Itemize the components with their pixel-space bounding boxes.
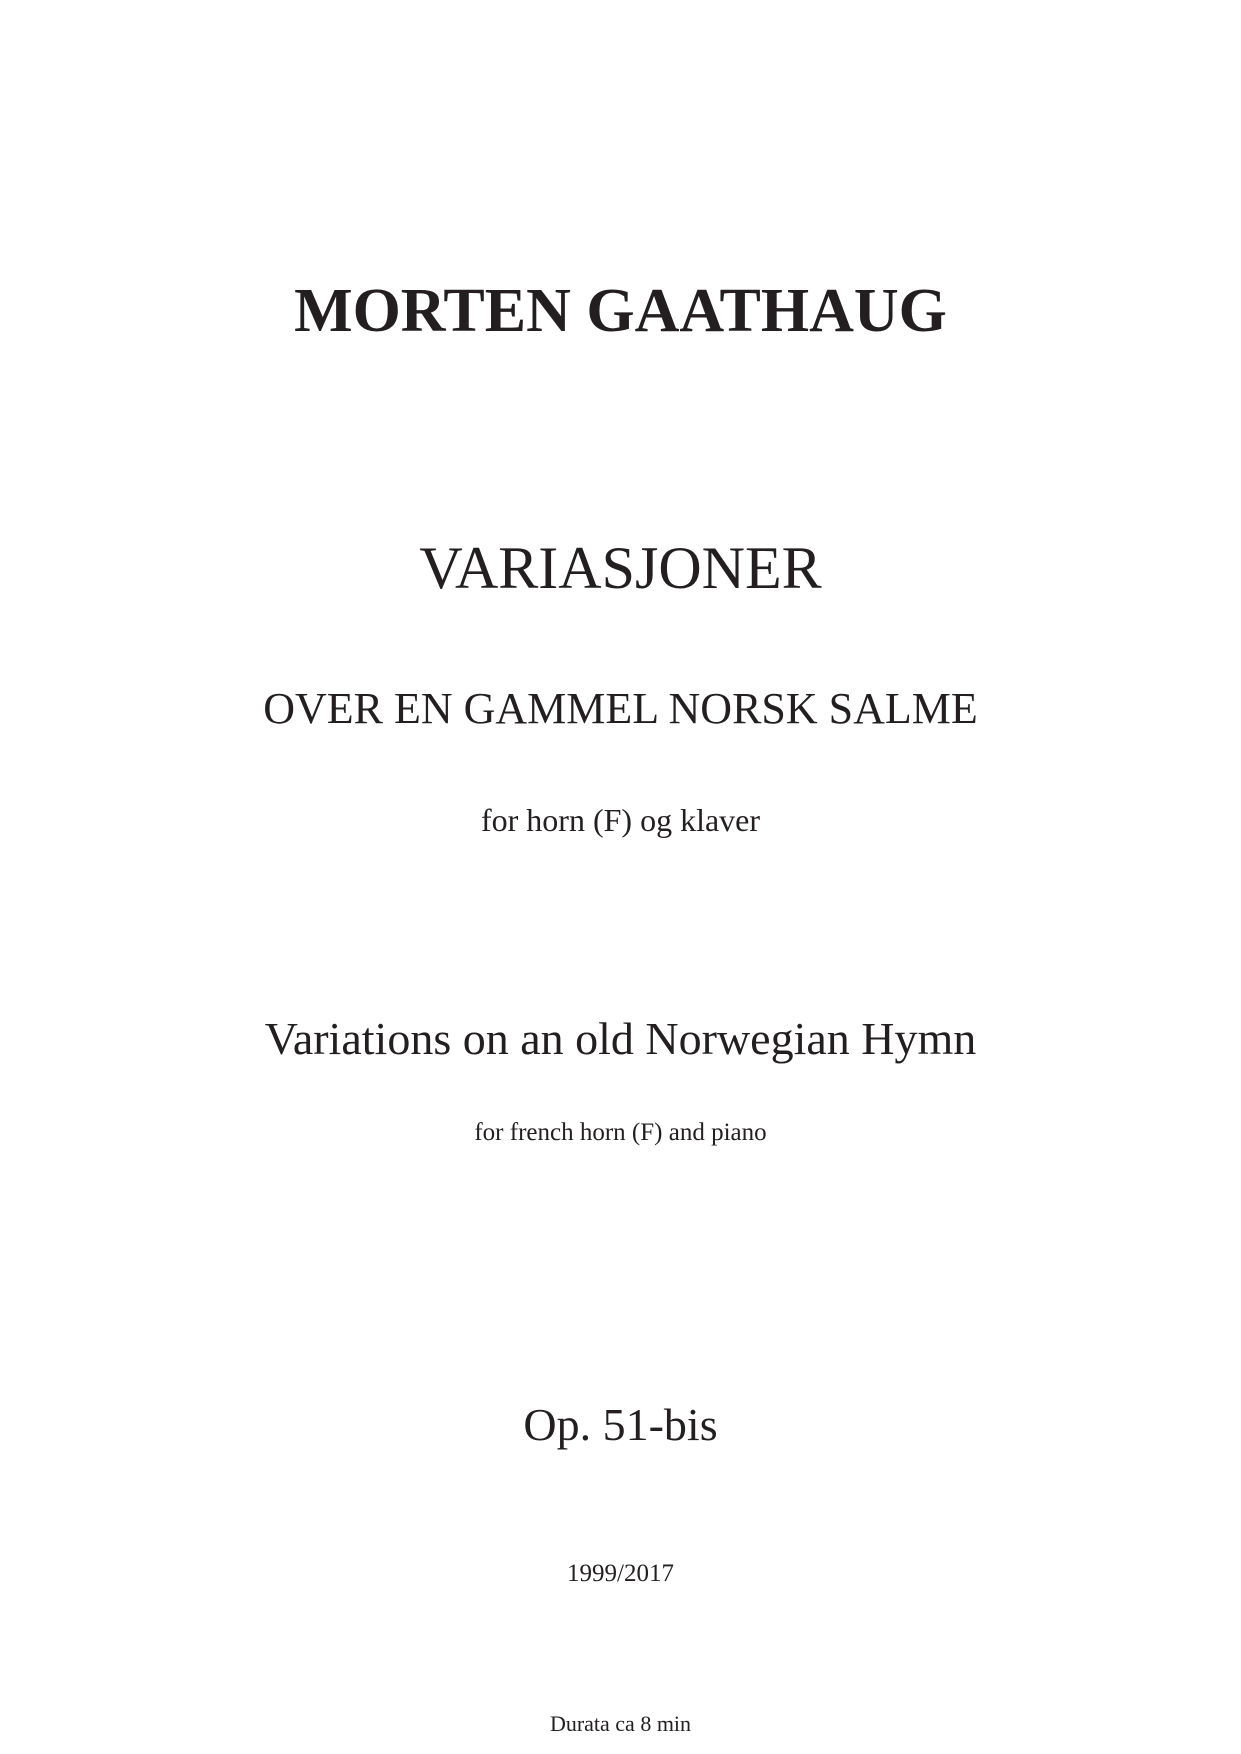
- title-norwegian: VARIASJONER: [419, 535, 822, 601]
- subtitle-norwegian: OVER EN GAMMEL NORSK SALME: [263, 684, 978, 733]
- composer-name: MORTEN GAATHAUG: [294, 277, 947, 345]
- instrumentation-english: for french horn (F) and piano: [474, 1119, 767, 1146]
- instrumentation-norwegian: for horn (F) og klaver: [480, 802, 761, 838]
- duration-note: Durata ca 8 min: [549, 1711, 692, 1736]
- opus-number: Op. 51-bis: [523, 1399, 718, 1450]
- title-english: Variations on an old Norwegian Hymn: [264, 1013, 977, 1064]
- composition-years: 1999/2017: [567, 1560, 674, 1587]
